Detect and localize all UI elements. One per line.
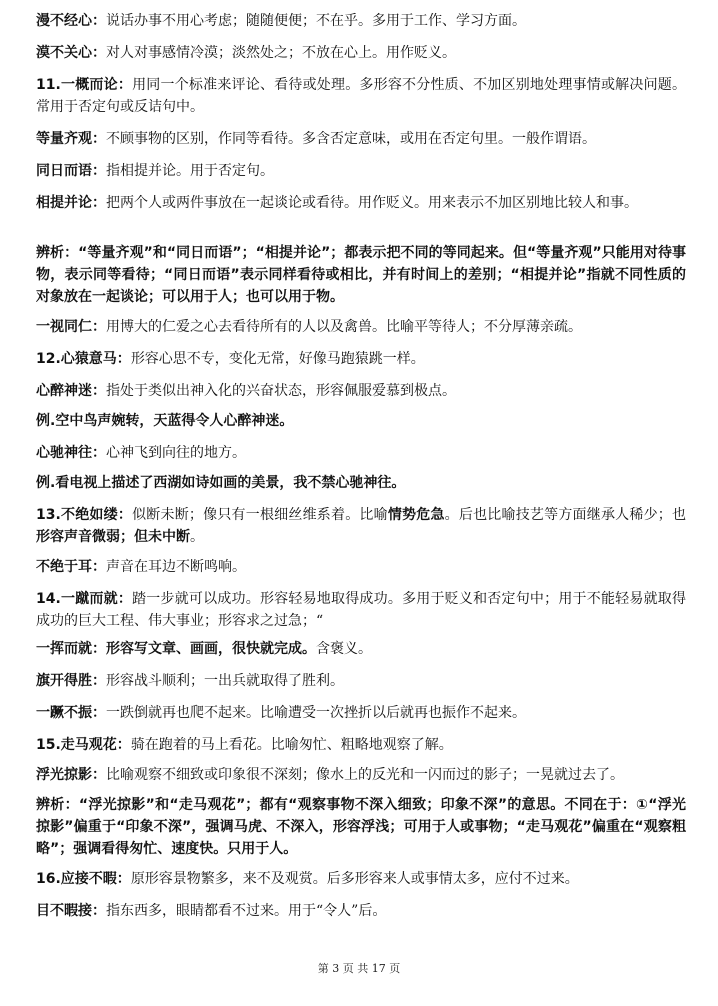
entry-definition: 骑在跑着的马上看花。比喻匆忙、粗略地观察了解。 bbox=[130, 737, 453, 753]
entry-zou-ma-guan-hua bbox=[36, 734, 686, 756]
entry-xin-yuan-yi-ma bbox=[36, 348, 686, 370]
entry-definition: 不顾事物的区别，作同等看待。多含否定意味，或用在否定句里。一般作谓语。 bbox=[106, 131, 596, 147]
entry-definition: 比喻观察不细致或印象很不深刻；像水上的反光和一闪而过的影子；一晃就过去了。 bbox=[106, 767, 624, 783]
entry-yi-cu-er-jiu bbox=[36, 588, 686, 632]
entry-definition: 对人对事感情冷漠；淡然处之；不放在心上。用作贬义。 bbox=[106, 45, 456, 61]
page-number-footer: 第 3 页 共 17 页 bbox=[317, 962, 401, 975]
entry-yi-jue-bu-zhen bbox=[36, 702, 686, 724]
entry-man-bu-jing-xin bbox=[36, 10, 686, 32]
entry-bu-jue-yu-er bbox=[36, 556, 686, 578]
entry-term: 12.心猿意马： bbox=[36, 351, 131, 367]
entry-yi-gai-er-lun bbox=[36, 74, 686, 118]
entry-qi-kai-de-sheng bbox=[36, 670, 686, 692]
entry-term: 16.应接不暇： bbox=[36, 871, 131, 887]
entry-emphasis: 形容声音微弱；但未中断 bbox=[36, 529, 190, 545]
entry-deng-liang-qi-guan bbox=[36, 128, 686, 150]
analysis-note-2: 辨析：“浮光掠影”和“走马观花”；都有“观察事物不深入细致；印象不深”的意思。不同在于：①“浮光掠影”偏重于“印象不深”，强调马虎、不深入，形容浮浅；可用于人或事物；“走马观花”偏重在“观察粗略”；强调看得匆忙、速度快。只用于人。 bbox=[36, 797, 686, 857]
entry-definition: 含褒义。 bbox=[316, 641, 372, 657]
entry-definition: 说话办事不用心考虑；随随便便；不在乎。多用于工作、学习方面。 bbox=[106, 13, 526, 29]
entry-term: 目不暇接： bbox=[36, 903, 106, 919]
entry-xiang-ti-bing-lun bbox=[36, 192, 686, 214]
entry-definition: 一跌倒就再也爬不起来。比喻遭受一次挫折以后就再也振作不起来。 bbox=[106, 705, 526, 721]
entry-definition: 原形容景物繁多，来不及观赏。后多形容来人或事情太多，应付不过来。 bbox=[130, 871, 579, 887]
entry-fu-guang-lve-ying bbox=[36, 764, 686, 786]
entry-term: 11.一概而论： bbox=[36, 77, 133, 93]
entry-term: 浮光掠影： bbox=[36, 767, 106, 783]
entry-term: 心醉神迷： bbox=[36, 383, 106, 399]
entry-definition: 用同一个标准来评论、看待或处理。多形容不分性质、不加区别地处理事情或解决问题。常用于否定句或反诘句中。 bbox=[36, 77, 686, 115]
entry-xin-chi-shen-wang bbox=[36, 442, 686, 464]
entry-yi-shi-tong-ren bbox=[36, 316, 686, 338]
entry-term: 旗开得胜： bbox=[36, 673, 106, 689]
entry-emphasis: 形容写文章、画画，很快就完成。 bbox=[106, 641, 316, 657]
entry-term: 15.走马观花： bbox=[36, 737, 131, 753]
entry-definition: 指东西多，眼睛都看不过来。用于“令人”后。 bbox=[106, 903, 387, 919]
entry-term: 漫不经心： bbox=[36, 13, 106, 29]
entry-definition: 形容战斗顺利；一出兵就取得了胜利。 bbox=[106, 673, 344, 689]
entry-emphasis: 情势危急 bbox=[387, 507, 445, 523]
entry-definition: 指相提并论。用于否定句。 bbox=[106, 163, 274, 179]
entry-term: 13.不绝如缕： bbox=[36, 507, 133, 523]
entry-mo-bu-guan-xin bbox=[36, 42, 686, 64]
entry-definition: 形容心思不专，变化无常，好像马跑猿跳一样。 bbox=[130, 351, 425, 367]
example-sentence-2: 例.看电视上描述了西湖如诗如画的美景，我不禁心驰神往。 bbox=[36, 475, 406, 491]
example-sentence-1: 例.空中鸟声婉转，天蓝得令人心醉神迷。 bbox=[36, 413, 294, 429]
entry-definition: 似断未断；像只有一根细丝维系着。比喻 bbox=[132, 507, 388, 523]
entry-definition: 用博大的仁爱之心去看待所有的人以及禽兽。比喻平等待人；不分厚薄亲疏。 bbox=[106, 319, 582, 335]
entry-term: 同日而语： bbox=[36, 163, 106, 179]
analysis-note-1: 辨析：“等量齐观”和“同日而语”；“相提并论”；都表示把不同的等同起来。但“等量齐观”只能用对待事物，表示同等看待；“同日而语”表示同样看待或相比，并有时间上的差别；“相提并论”指就不同性质的对象放在一起谈论；可以用于人；也可以用于物。 bbox=[36, 245, 686, 305]
entry-definition-end: 。 bbox=[190, 529, 204, 545]
entry-term: 心驰神往： bbox=[36, 445, 106, 461]
entry-term: 相提并论： bbox=[36, 195, 106, 211]
entry-term: 不绝于耳： bbox=[36, 559, 106, 575]
entry-definition: 指处于类似出神入化的兴奋状态，形容佩服爱慕到极点。 bbox=[106, 383, 456, 399]
entry-term: 一蹶不振： bbox=[36, 705, 106, 721]
entry-definition-cont: 。后也比喻技艺等方面继承人稀少；也 bbox=[444, 507, 687, 523]
entry-term: 等量齐观： bbox=[36, 131, 106, 147]
entry-bu-jue-ru-lv bbox=[36, 504, 686, 548]
entry-term: 一挥而就： bbox=[36, 641, 106, 657]
entry-definition: 踏一步就可以成功。形容轻易地取得成功。多用于贬义和否定句中；用于不能轻易就取得成功的巨大工程、伟大事业；形容求之过急；“ bbox=[36, 591, 686, 629]
entry-ying-jie-bu-xia bbox=[36, 868, 686, 890]
entry-definition: 心神飞到向往的地方。 bbox=[106, 445, 246, 461]
entry-term: 14.一蹴而就： bbox=[36, 591, 133, 607]
entry-term: 漠不关心： bbox=[36, 45, 106, 61]
entry-term: 一视同仁： bbox=[36, 319, 106, 335]
entry-definition: 声音在耳边不断鸣响。 bbox=[106, 559, 246, 575]
entry-definition: 把两个人或两件事放在一起谈论或看待。用作贬义。用来表示不加区别地比较人和事。 bbox=[106, 195, 638, 211]
entry-xin-zui-shen-mi bbox=[36, 380, 686, 402]
entry-yi-hui-er-jiu bbox=[36, 638, 686, 660]
entry-mu-bu-xia-jie bbox=[36, 900, 686, 922]
entry-tong-ri-er-yu bbox=[36, 160, 686, 182]
